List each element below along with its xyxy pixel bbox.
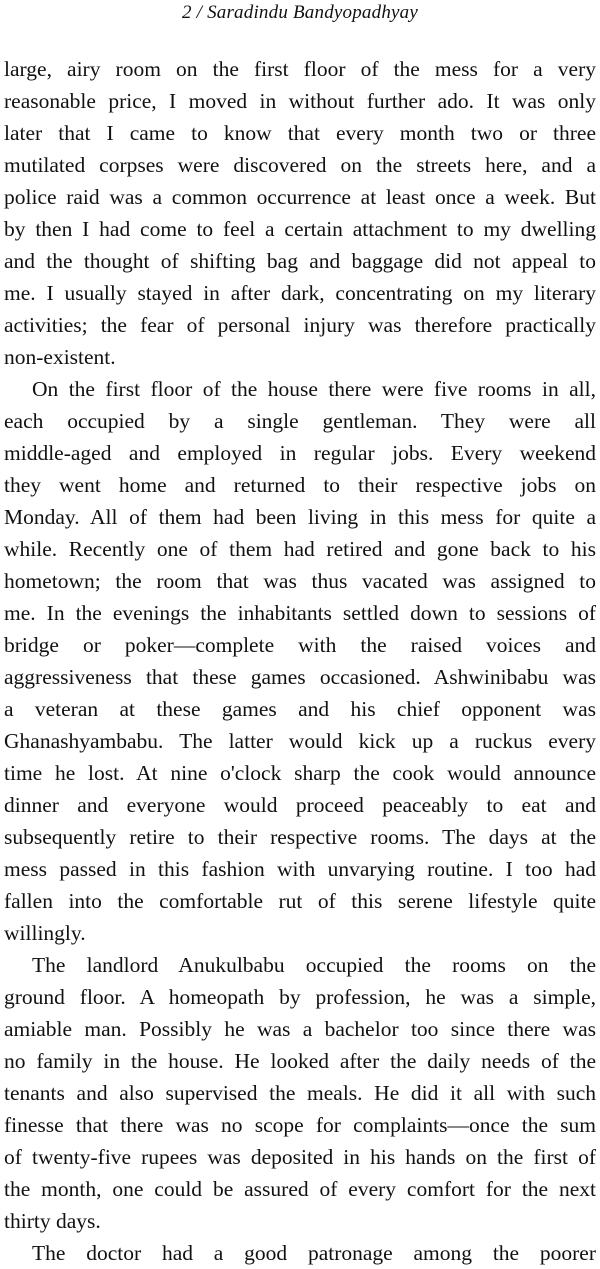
paragraph <box>4 949 596 1237</box>
text-line: bridge or poker—complete with the raised voices and <box>4 633 596 657</box>
text-line: tenants and also supervised the meals. He did it all with such <box>4 1081 596 1105</box>
text-line: while. Recently one of them had retired and gone back to his <box>4 537 596 561</box>
text-line: mess passed in this fashion with unvarying routine. I too had <box>4 857 596 881</box>
text-line: thirty days. <box>4 1209 101 1233</box>
text-line: each occupied by a single gentleman. They were all <box>4 409 596 433</box>
text-line: me. I usually stayed in after dark, concentrating on my literary <box>4 281 596 305</box>
text-line: the month, one could be assured of every comfort for the next <box>4 1177 596 1201</box>
text-line: non-existent. <box>4 345 116 369</box>
text-line: dinner and everyone would proceed peaceably to eat and <box>4 793 596 817</box>
text-line: of twenty-five rupees was deposited in his hands on the first of <box>4 1145 596 1169</box>
text-line: hometown; the room that was thus vacated was assigned to <box>4 569 596 593</box>
text-line: police raid was a common occurrence at least once a week. But <box>4 185 596 209</box>
running-head: 2 / Saradindu Bandyopadhyay <box>181 2 418 23</box>
text-line: willingly. <box>4 921 86 945</box>
text-line: a veteran at these games and his chief opponent was <box>4 697 596 721</box>
text-line: ground floor. A homeopath by profession, he was a simple, <box>4 985 596 1009</box>
body-text <box>4 53 596 1269</box>
text-line: amiable man. Possibly he was a bachelor too since there was <box>4 1017 596 1041</box>
text-line: Monday. All of them had been living in this mess for quite a <box>4 505 596 529</box>
text-line: The landlord Anukulbabu occupied the rooms on the <box>32 953 596 977</box>
text-line: and the thought of shifting bag and baggage did not appeal to <box>4 249 596 273</box>
text-line: aggressiveness that these games occasioned. Ashwinibabu was <box>4 665 596 689</box>
text-line: Ghanashyambabu. The latter would kick up a ruckus every <box>4 729 596 753</box>
text-line: middle-aged and employed in regular jobs. Every weekend <box>4 441 596 465</box>
text-line: no family in the house. He looked after the daily needs of the <box>4 1049 596 1073</box>
text-line: On the first floor of the house there were five rooms in all, <box>32 377 596 401</box>
text-line: fallen into the comfortable rut of this serene lifestyle quite <box>4 889 596 913</box>
text-line: later that I came to know that every month two or three <box>4 121 596 145</box>
text-line: activities; the fear of personal injury was therefore practically <box>4 313 596 337</box>
text-line: reasonable price, I moved in without further ado. It was only <box>4 89 596 113</box>
text-line: subsequently retire to their respective rooms. The days at the <box>4 825 596 849</box>
text-line: finesse that there was no scope for complaints—once the sum <box>4 1113 596 1137</box>
paragraph <box>4 373 596 949</box>
text-line: mutilated corpses were discovered on the streets here, and a <box>4 153 596 177</box>
text-line: The doctor had a good patronage among the poorer <box>32 1241 596 1265</box>
paragraph <box>4 1237 596 1269</box>
text-line: me. In the evenings the inhabitants settled down to sessions of <box>4 601 596 625</box>
text-line: time he lost. At nine o'clock sharp the cook would announce <box>4 761 596 785</box>
text-line: by then I had come to feel a certain attachment to my dwelling <box>4 217 596 241</box>
paragraph <box>4 53 596 373</box>
text-line: they went home and returned to their respective jobs on <box>4 473 596 497</box>
text-line: large, airy room on the first floor of the mess for a very <box>4 57 596 81</box>
